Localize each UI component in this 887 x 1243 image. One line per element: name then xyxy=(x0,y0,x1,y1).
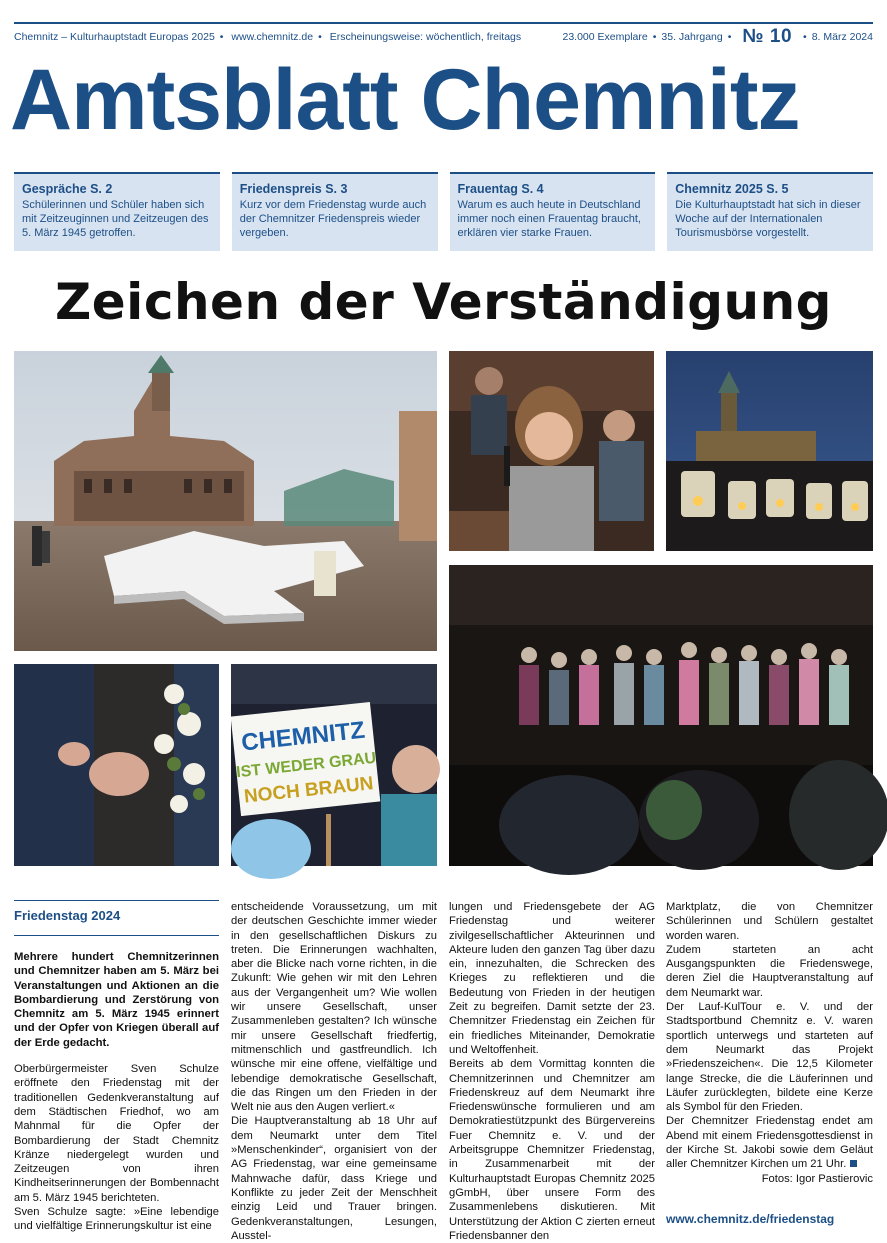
info-frequency: Erscheinungsweise: wöchentlich, freitags xyxy=(329,31,522,43)
masthead-title: Amtsblatt Chemnitz xyxy=(10,52,800,148)
teaser-text: Kurz vor dem Friedenstag wurde auch der Chemnitzer Friedenspreis wieder vergeben. xyxy=(239,199,427,239)
article-col-1 xyxy=(14,900,219,1234)
info-place: Chemnitz – Kulturhauptstadt Europas 2025 xyxy=(14,31,215,43)
teaser-gespraeche[interactable] xyxy=(14,172,220,251)
info-website[interactable]: www.chemnitz.de xyxy=(231,31,314,43)
photo-holding-hands xyxy=(14,664,219,866)
photo-protest-sign xyxy=(231,664,437,866)
teaser-text: Die Kulturhauptstadt hat sich in dieser Woche auf der Internationalen Tourismusbörse vorgestellt. xyxy=(675,199,861,239)
sign-line1: CHEMNITZ xyxy=(240,716,367,757)
teaser-friedenspreis[interactable] xyxy=(232,172,438,251)
photo-children-choir xyxy=(449,565,873,866)
teaser-row xyxy=(14,172,873,251)
teaser-text: Schülerinnen und Schüler haben sich mit Zeitzeuginnen und Zeitzeugen des 5. März 1945 getroffen. xyxy=(22,199,209,239)
top-rule xyxy=(14,22,873,24)
sign-line3: NOCH BRAUN xyxy=(243,773,375,808)
article-body-col2a: entscheidende Voraussetzung, um mit der deutschen Geschichte immer wieder in den gesellschaftlichen Diskurs zu treten. Die Erinnerungen wachhalten, aber die Blicke nach vorne richten, in die Zukunft: Wie gehen wir mit den Lehren aus der Vergangenheit um? Wie wollen wir unsere Gesellschaft, unser Zusammenleben gestalten? Ich wünsche mir unsere Gesellschaft friedfertig, mitmenschlich und gastfreundlich. Ich wünsche mir eine offene, vielfältige und lebendige demokratische Gesellschaft, die das Ringen um den Frieden in der Welt nie aus den Augen verliert.« xyxy=(231,901,437,1114)
issue-number: № 10 xyxy=(742,26,793,47)
photo-girl-microphone xyxy=(449,351,654,551)
info-line: Chemnitz – Kulturhauptstadt Europas 2025 • www.chemnitz.de • Erscheinungsweise: wöchentlich, freitags 23.000 Exemplare • 35. Jahrgang • № 10 • 8. März 2024 xyxy=(14,26,873,47)
article-body-col3a: lungen und Friedensgebete der AG Friedenstag und weiterer zivilgesellschaftlicher Akteurinnen und Akteure luden den ganzen Tag über dazu ein, innezuhalten, die Schrecken des Krieges zu reflektieren und die Bedeutung von Frieden in der heutigen Zeit zu begreifen. Damit setzte der 23. Chemnitzer Friedenstag ein Zeichen für ein friedliches Miteinander, Demokratie und Weltoffenheit. xyxy=(449,901,655,1056)
article-body-col1b: Sven Schulze sagte: »Eine lebendige und vielfältige Erinnerungskultur ist eine xyxy=(14,1206,219,1233)
article-col-2 xyxy=(231,900,437,1242)
teaser-text: Warum es auch heute in Deutschland immer noch einen Frauentag braucht, erklären vier starke Frauen. xyxy=(457,199,641,239)
article-body-col4c: Der Lauf-KulTour e. V. und der Stadtsportbund Chemnitz e. V. waren sportlich unterwegs und starteten auf dem Neumarkt das Projekt »Friedenszeichen«. Die 12,5 Kilometer lange Strecke, die die Läuferinnen und Läufer zurücklegten, bildete eine Kerze als Symbol für den Frieden. xyxy=(666,1001,873,1114)
article-lead: Mehrere hundert Chemnitzerinnen und Chemnitzer haben am 5. März bei Veranstaltungen und Aktionen an die Bombardierung und Zerstörung von Chemnitz am 5. März 1945 erinnert und der Opfer von Kriegen überall auf der Erde gedacht. xyxy=(14,951,219,1049)
issue-date: 8. März 2024 xyxy=(811,31,873,43)
end-mark-icon xyxy=(850,1160,857,1167)
teaser-title: Gespräche S. 2 xyxy=(22,182,113,196)
photo-credit: Fotos: Igor Pastierovic xyxy=(761,1172,873,1185)
info-volume: 35. Jahrgang xyxy=(661,31,723,43)
photo-candles-night xyxy=(666,351,873,551)
article-link[interactable]: www.chemnitz.de/friedenstag xyxy=(666,1212,835,1226)
article-body-col4d: Der Chemnitzer Friedenstag endet am Abend mit einem Friedensgottesdienst in der Kirche St. Jakobi sowie dem Geläut aller Chemnitzer Kirchen um 21 Uhr. xyxy=(666,1115,873,1171)
article-body-col4b: Zudem starteten an acht Ausgangspunkten die Friedenswege, deren Ziel die Hauptveranstaltung auf dem Neumarkt war. xyxy=(666,943,873,999)
sign-line2: IST WEDER GRAU xyxy=(235,749,377,782)
article-col-4 xyxy=(666,900,873,1200)
teaser-title: Chemnitz 2025 S. 5 xyxy=(675,182,789,196)
article-body-col4a: Marktplatz, die von Chemnitzer Schülerinnen und Schülern gestaltet worden waren. xyxy=(666,901,873,942)
teaser-frauentag[interactable] xyxy=(450,172,656,251)
info-copies: 23.000 Exemplare xyxy=(562,31,648,43)
headline: Zeichen der Verständigung xyxy=(55,273,832,331)
article-kicker: Friedenstag 2024 xyxy=(14,900,219,936)
article-body-col3b: Bereits ab dem Vormittag konnten die Chemnitzerinnen und Chemnitzer am Friedenskreuz auf dem Neumarkt ihre Friedenswünsche formulieren und am Demokratiestützpunkt des Bürgervereins Fuer Chemnitz e. V. und der Arbeitsgruppe Chemnitzer Friedenstag, in Zusammenarbeit mit der Kulturhauptstadt Europas Chemnitz 2025 gGmbH, über unsere Form des Zusammenlebens diskutieren. Mit Unterstützung der Aktion C zierten erneut Friedensbanner den xyxy=(449,1058,655,1242)
article-body-col1: Oberbürgermeister Sven Schulze eröffnete den Friedenstag mit der traditionellen Gedenkveranstaltung auf dem Städtischen Friedhof, wo am Mahnmal für die Opfer der Bombardierung der Stadt Chemnitz Kränze niedergelegt wurden und Zeitzeugen von ihren Kindheitserinnerungen der Bombennacht am 5. März 1945 berichteten. xyxy=(14,1063,219,1204)
teaser-title: Frauentag S. 4 xyxy=(457,182,544,196)
article-col-3 xyxy=(449,900,655,1242)
article-body-col2b: Die Hauptveranstaltung ab 18 Uhr auf dem Neumarkt unter dem Titel »Menschenkinder“, organisiert von der AG Friedenstag, war eine gemeinsame Mahnwache dafür, dass Kriege und Konflikte zu jeder Zeit der Menschheit einzig Leid und Trauer bringen. Gedenkveranstaltungen, Lesungen, Ausstel- xyxy=(231,1115,437,1242)
teaser-title: Friedenspreis S. 3 xyxy=(239,182,348,196)
teaser-chemnitz-2025[interactable] xyxy=(667,172,873,251)
photo-town-hall-square xyxy=(14,351,437,651)
